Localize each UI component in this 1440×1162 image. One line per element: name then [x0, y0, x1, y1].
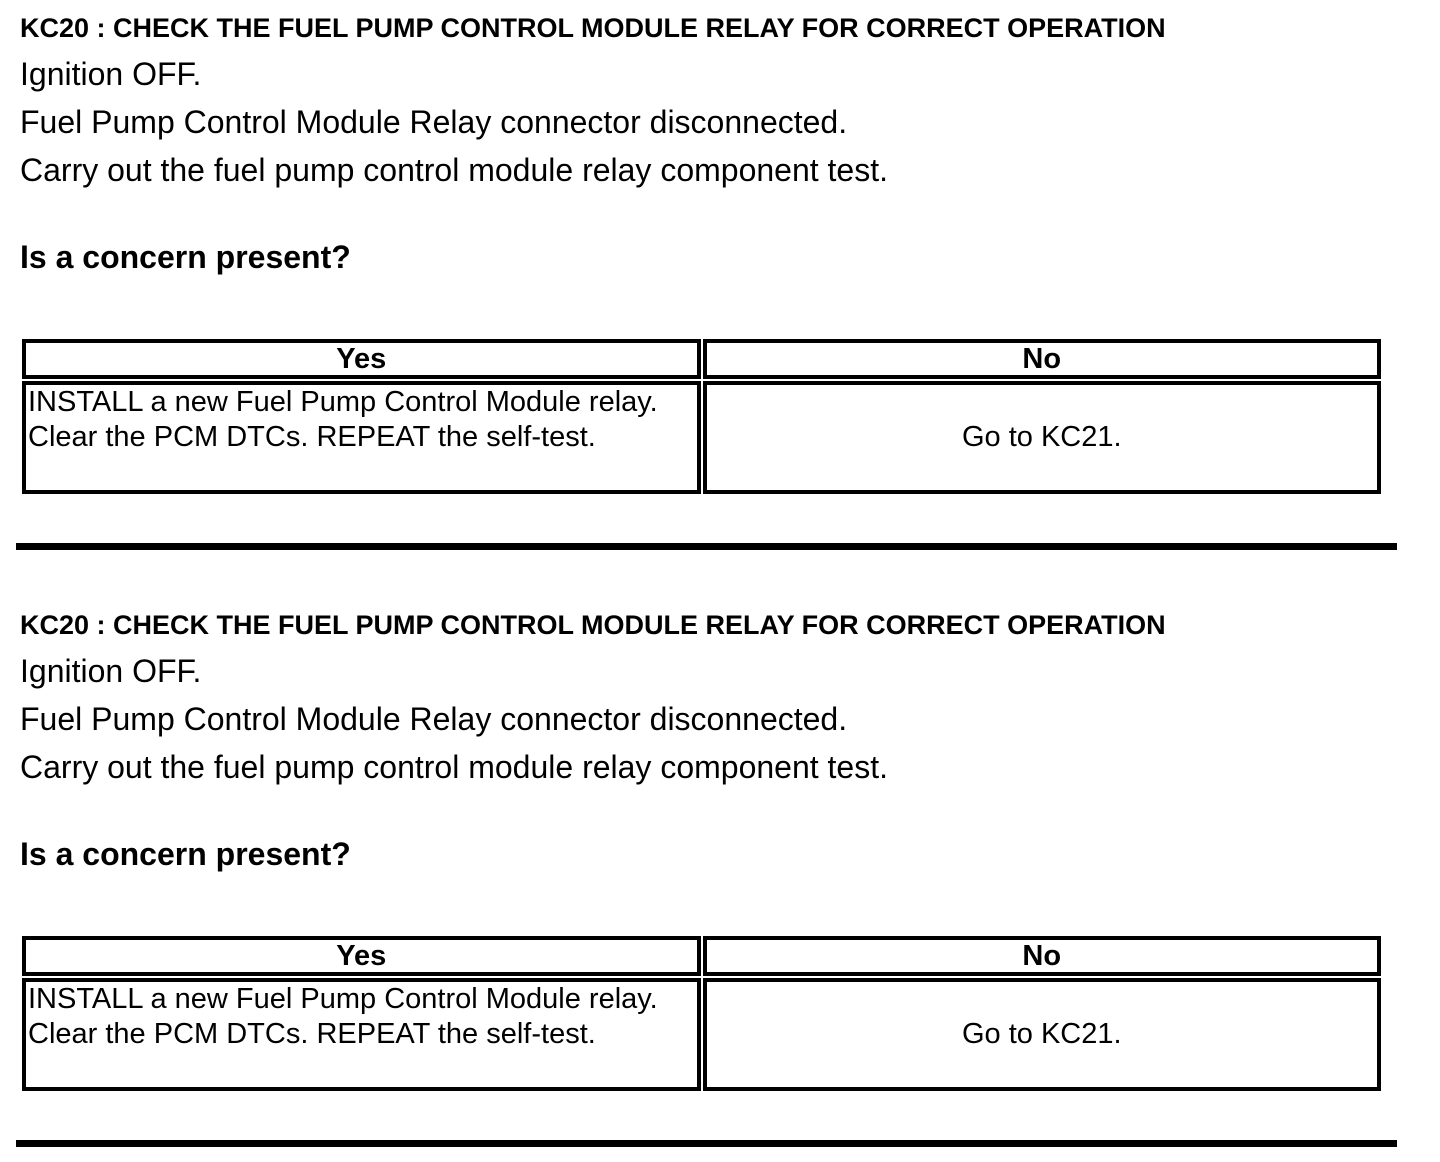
step-line: Fuel Pump Control Module Relay connector disconnected. — [20, 701, 848, 737]
procedure-section-1 — [20, 0, 1420, 550]
question-text: Is a concern present? — [20, 239, 351, 275]
decision-table — [20, 934, 1383, 1093]
table-header-row — [22, 339, 1381, 379]
yes-action-line: INSTALL a new Fuel Pump Control Module relay. — [28, 386, 658, 418]
section-heading: KC20 : CHECK THE FUEL PUMP CONTROL MODULE RELAY FOR CORRECT OPERATION — [20, 610, 1166, 640]
no-column-header: No — [703, 339, 1382, 379]
step-line: Carry out the fuel pump control module relay component test. — [20, 749, 888, 785]
no-action-cell — [703, 978, 1382, 1091]
section-divider — [16, 543, 1397, 550]
table-header-row — [22, 936, 1381, 976]
procedure-section-2 — [20, 550, 1420, 1147]
yes-action-line: Clear the PCM DTCs. REPEAT the self-test. — [28, 421, 596, 453]
yes-action-line: Clear the PCM DTCs. REPEAT the self-test. — [28, 1018, 596, 1050]
step-line: Fuel Pump Control Module Relay connector disconnected. — [20, 104, 848, 140]
decision-table — [20, 337, 1383, 496]
no-column-header: No — [703, 936, 1382, 976]
section-heading: KC20 : CHECK THE FUEL PUMP CONTROL MODULE RELAY FOR CORRECT OPERATION — [20, 13, 1166, 43]
question-text: Is a concern present? — [20, 836, 351, 872]
yes-action-cell — [22, 978, 701, 1091]
table-body-row — [22, 978, 1381, 1091]
yes-column-header: Yes — [22, 936, 701, 976]
no-action-cell — [703, 381, 1382, 494]
step-line: Ignition OFF. — [20, 56, 202, 92]
yes-action-line: INSTALL a new Fuel Pump Control Module relay. — [28, 983, 658, 1015]
step-line: Ignition OFF. — [20, 653, 202, 689]
table-body-row — [22, 381, 1381, 494]
no-action-text: Go to KC21. — [961, 421, 1122, 453]
step-line: Carry out the fuel pump control module relay component test. — [20, 152, 888, 188]
no-action-text: Go to KC21. — [961, 1018, 1122, 1050]
yes-column-header: Yes — [22, 339, 701, 379]
section-divider — [16, 1140, 1397, 1147]
yes-action-cell — [22, 381, 701, 494]
